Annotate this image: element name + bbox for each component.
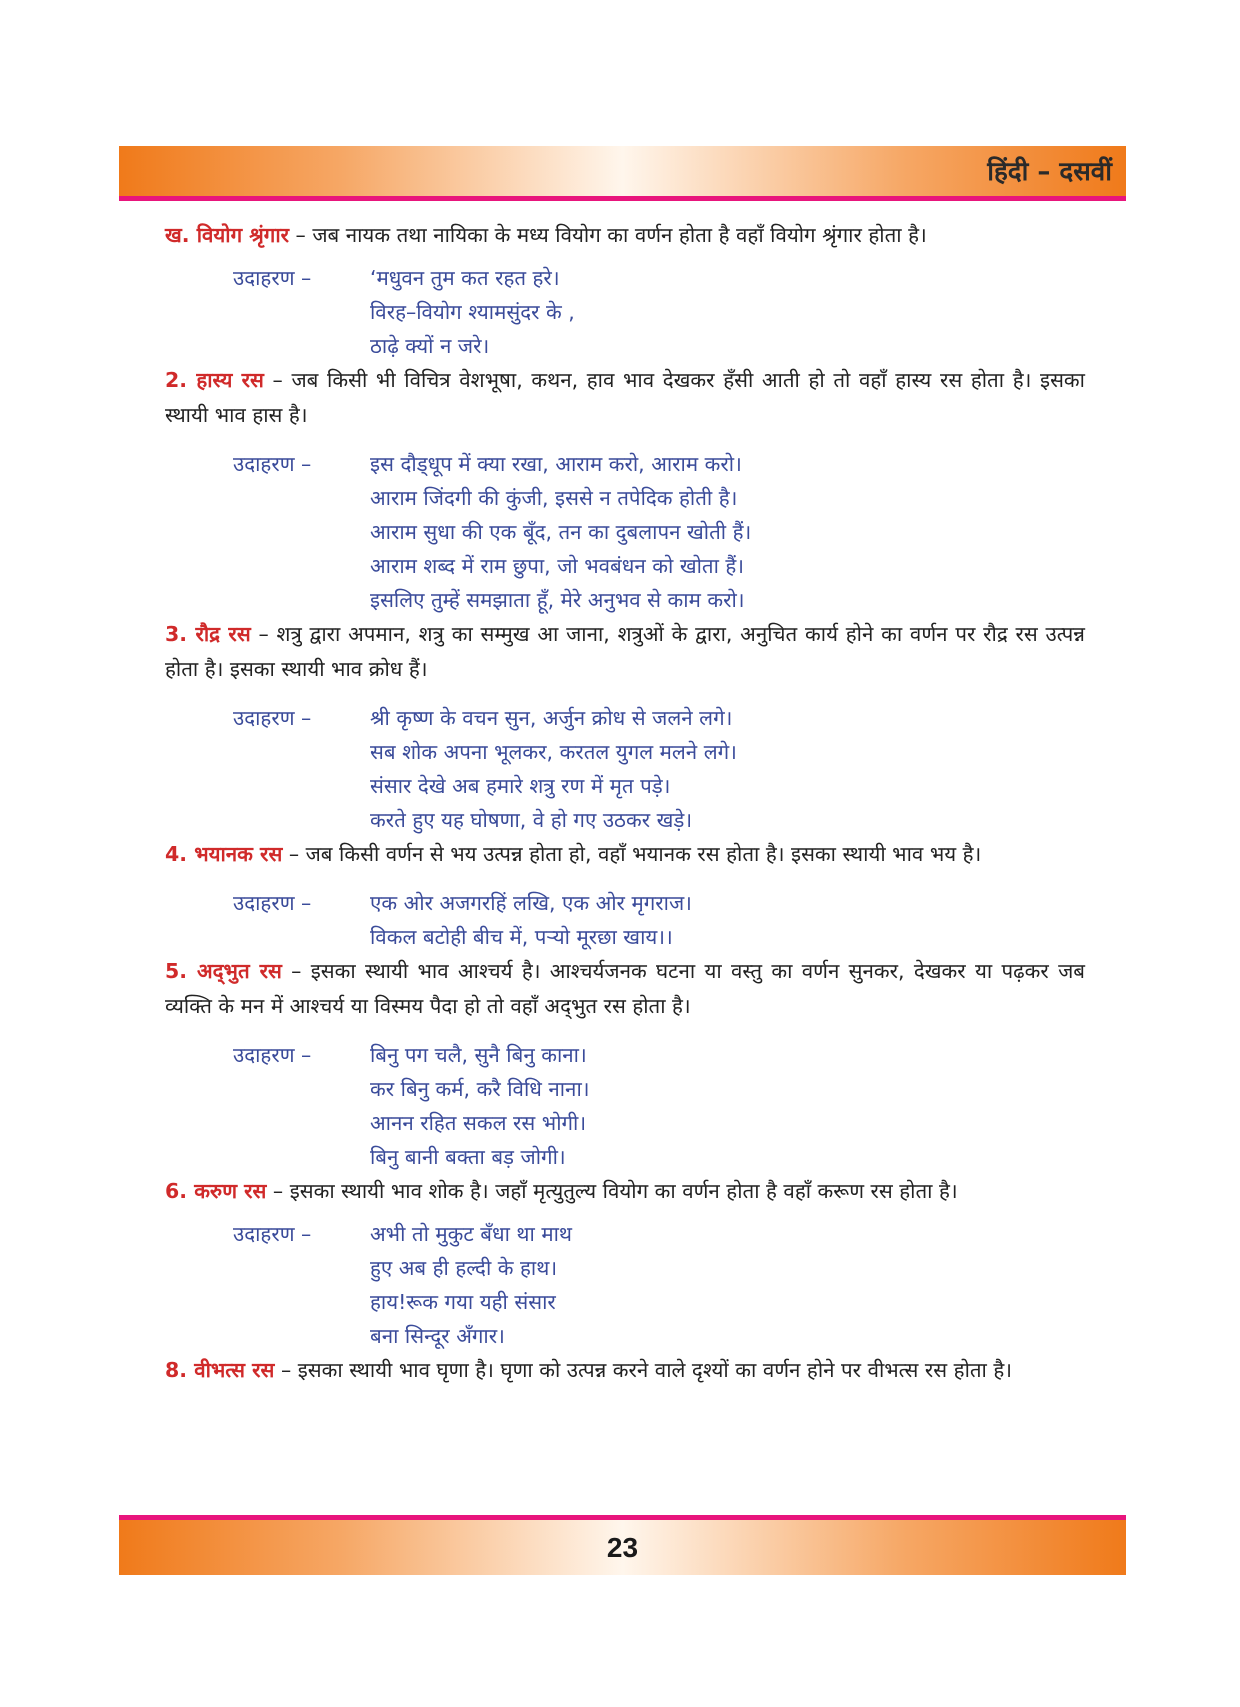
section-text: – जब किसी वर्णन से भय उत्पन्न होता हो, वहाँ भयानक रस होता है। इसका स्थायी भाव भय है। — [282, 842, 982, 866]
section-term: 4. भयानक रस — [165, 842, 283, 866]
example-line: इस दौड्धूप में क्या रखा, आराम करो, आराम करो। — [370, 452, 742, 476]
section-term: 6. करुण रस — [165, 1179, 267, 1203]
section-term: 3. रौद्र रस — [165, 622, 251, 646]
section-text: – इसका स्थायी भाव आश्चर्य है। आश्चर्यजनक घटना या वस्तु का वर्णन सुनकर, देखकर या पढ़कर जब व्यक्ति के मन में आश्चर्य या विस्मय पैदा हो तो वहाँ अद्‍भुत रस होता है। — [165, 959, 1086, 1018]
example-line: आराम जिंदगी की कुंजी, इससे न तपेदिक होती है। — [370, 486, 738, 510]
example-line: विकल बटोही बीच में, पर्‍यो मूरछा खाय।। — [370, 925, 673, 949]
section-adbhut-ras — [165, 954, 1085, 1024]
example-label: उदाहरण – — [233, 1043, 312, 1067]
section-karun-ras — [165, 1174, 1085, 1209]
section-text: – इसका स्थायी भाव शोक है। जहाँ मृत्युतुल्य वियोग का वर्णन होता है वहाँ करूण रस होता है। — [266, 1179, 958, 1203]
example-label: उदाहरण – — [233, 1222, 312, 1246]
section-term: ख. वियोग श्रृंगार — [165, 223, 290, 247]
example-line: बिनु बानी बक्ता बड़ जोगी। — [370, 1145, 566, 1169]
example-line: करते हुए यह घोषणा, वे हो गए उठकर खड़े। — [370, 808, 693, 832]
example-line: विरह–वियोग श्यामसुंदर के , — [370, 300, 575, 324]
example-label: उदाहरण – — [233, 266, 312, 290]
section-term: 5. अद्‍भुत रस — [165, 959, 282, 983]
example-line: हाय!रूक गया यही संसार — [370, 1290, 556, 1314]
example-line: संसार देखे अब हमारे शत्रु रण में मृत पड़े। — [370, 774, 671, 798]
section-term: 8. वीभत्स रस — [165, 1358, 275, 1382]
example-block — [165, 1217, 1085, 1353]
example-line: अभी तो मुकुट बँधा था माथ — [370, 1222, 572, 1246]
example-label: उदाहरण – — [233, 891, 312, 915]
header-band — [119, 146, 1126, 196]
example-block — [165, 886, 1085, 954]
example-block — [165, 261, 1085, 363]
example-line: आनन रहित सकल रस भोगी। — [370, 1111, 587, 1135]
example-block — [165, 1038, 1085, 1174]
section-bhayanak-ras — [165, 837, 1085, 872]
example-block — [165, 447, 1085, 617]
example-line: एक ओर अजगरहिं लखि, एक ओर मृगराज। — [370, 891, 692, 915]
example-line: बिनु पग चलै, सुनै बिनु काना। — [370, 1043, 587, 1067]
section-viyog-shringar — [165, 218, 1085, 253]
example-line: श्री कृष्ण के वचन सुन, अर्जुन क्रोध से जलने लगे। — [370, 706, 733, 730]
footer-band — [119, 1520, 1126, 1575]
example-line: सब शोक अपना भूलकर, करतल युगल मलने लगे। — [370, 740, 737, 764]
example-label: उदाहरण – — [233, 452, 312, 476]
section-hasya-ras — [165, 363, 1085, 433]
section-raudra-ras — [165, 617, 1085, 687]
example-line: बना सिन्दूर अँगार। — [370, 1324, 505, 1348]
example-line: आराम सुधा की एक बूँद, तन का दुबलापन खोती हैं। — [370, 520, 752, 544]
section-text: – जब नायक तथा नायिका के मध्य वियोग का वर्णन होता है वहाँ वियोग श्रृंगार होता है। — [289, 223, 927, 247]
example-line: आराम शब्द में राम छुपा, जो भवबंधन को खोता हैं। — [370, 554, 745, 578]
page-content — [165, 218, 1085, 1388]
page-header-title: हिंदी – दसवीं — [987, 157, 1112, 187]
example-line: कर बिनु कर्म, करै विधि नाना। — [370, 1077, 590, 1101]
example-block — [165, 701, 1085, 837]
section-term: 2. हास्य रस — [165, 368, 264, 392]
section-vibhats-ras — [165, 1353, 1085, 1388]
example-label: उदाहरण – — [233, 706, 312, 730]
example-line: हुए अब ही हल्दी के हाथ। — [370, 1256, 558, 1280]
example-line: इसलिए तुम्हें समझाता हूँ, मेरे अनुभव से काम करो। — [370, 588, 745, 612]
page-number: 23 — [606, 1532, 639, 1563]
header-divider — [119, 196, 1126, 201]
section-text: – जब किसी भी विचित्र वेशभूषा, कथन, हाव भाव देखकर हँसी आती हो तो वहाँ हास्य रस होता है। इसका स्थायी भाव हास है। — [165, 368, 1085, 427]
section-text: – शत्रु द्वारा अपमान, शत्रु का सम्मुख आ जाना, शत्रुओं के द्वारा, अनुचित कार्य होने का वर्णन पर रौद्र रस उत्पन्न होता है। इसका स्थायी भाव क्रोध हैं। — [165, 622, 1085, 681]
example-line: ठाढ़े क्यों न जरे। — [370, 334, 490, 358]
example-line: ‘मधुवन तुम कत रहत हरे। — [370, 266, 560, 290]
section-text: – इसका स्थायी भाव घृणा है। घृणा को उत्पन्न करने वाले दृश्यों का वर्णन होने पर वीभत्स रस होता है। — [274, 1358, 1013, 1382]
